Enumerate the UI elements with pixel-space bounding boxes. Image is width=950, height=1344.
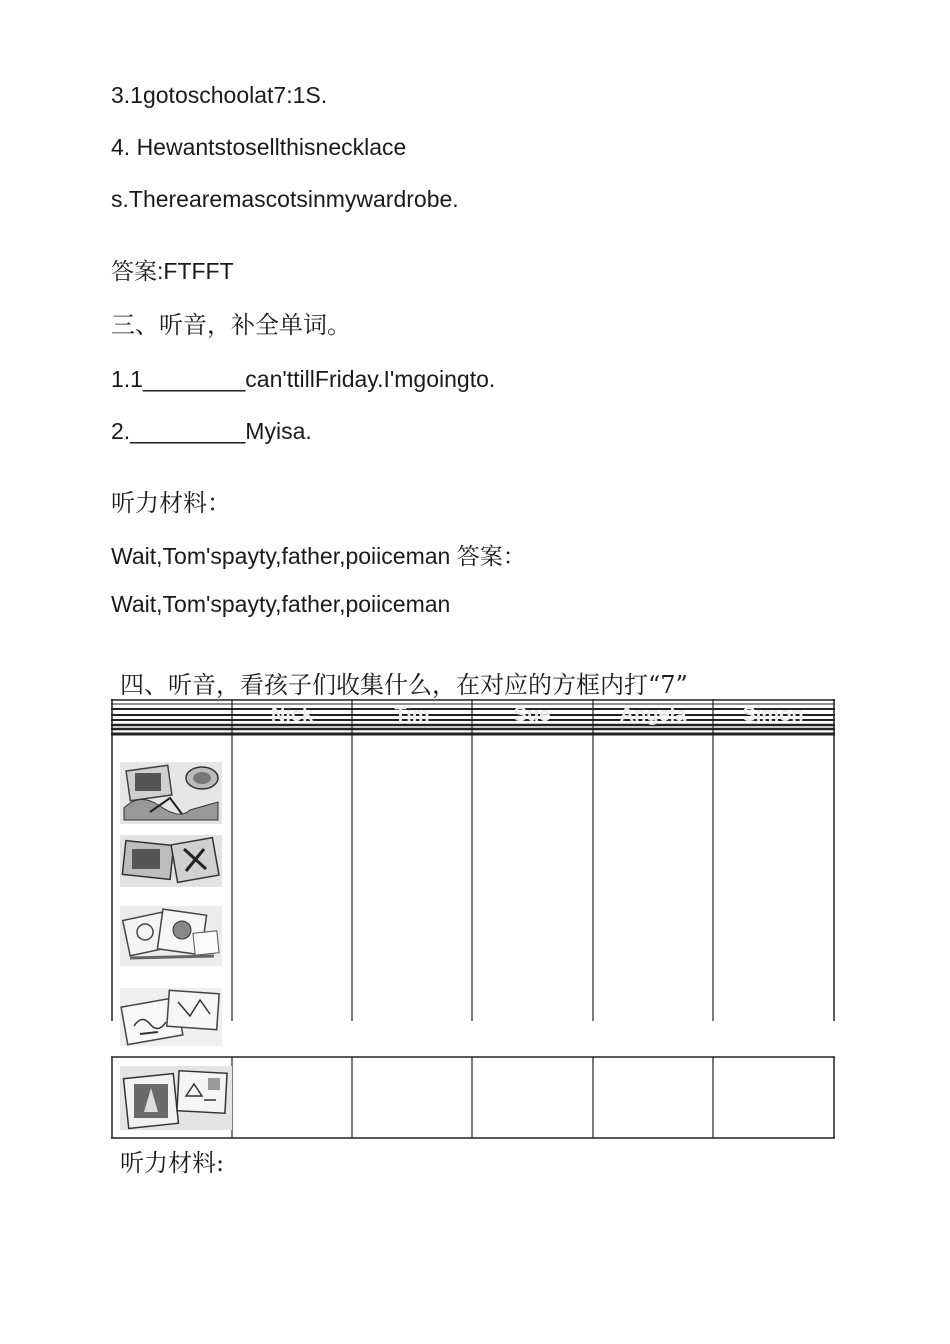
sketches-picture bbox=[120, 988, 222, 1046]
photos-picture bbox=[120, 906, 222, 966]
fill-item-2: 2._________Myisa. bbox=[111, 418, 312, 444]
listening-material-text: Wait,Tom'spayty,father,poiiceman 答案： bbox=[111, 543, 526, 569]
answer-tf: 答案:FTFFT bbox=[111, 258, 234, 284]
listening-material-label-2: 听力材料: bbox=[120, 1149, 225, 1177]
header-angela: Angela bbox=[619, 704, 687, 726]
header-tim: Tim bbox=[394, 704, 430, 726]
section-3-title: 三、听音，补全单词。 bbox=[111, 311, 351, 339]
fill-answer: Wait,Tom'spayty,father,poiiceman bbox=[111, 591, 451, 617]
postcards-picture bbox=[120, 835, 222, 887]
header-nick: Nick bbox=[270, 704, 314, 726]
listening-material-label: 听力材料： bbox=[111, 489, 231, 517]
header-simon: Simon bbox=[742, 704, 804, 726]
statement-3: 3.1gotoschoolat7:1S. bbox=[111, 82, 328, 108]
section-4-title: 四、听音，看孩子们收集什么，在对应的方框内打“7” bbox=[120, 671, 688, 699]
header-sue: Sue bbox=[513, 704, 551, 726]
statement-4: 4. Hewantstosellthisnecklace bbox=[111, 134, 407, 160]
stamps-picture bbox=[120, 762, 222, 824]
stamp-sheet-picture bbox=[120, 1066, 232, 1130]
statement-5: s.Therearemascotsinmywardrobe. bbox=[111, 186, 459, 212]
fill-item-1: 1.1________can'ttillFriday.I'mgoingto. bbox=[111, 366, 496, 392]
